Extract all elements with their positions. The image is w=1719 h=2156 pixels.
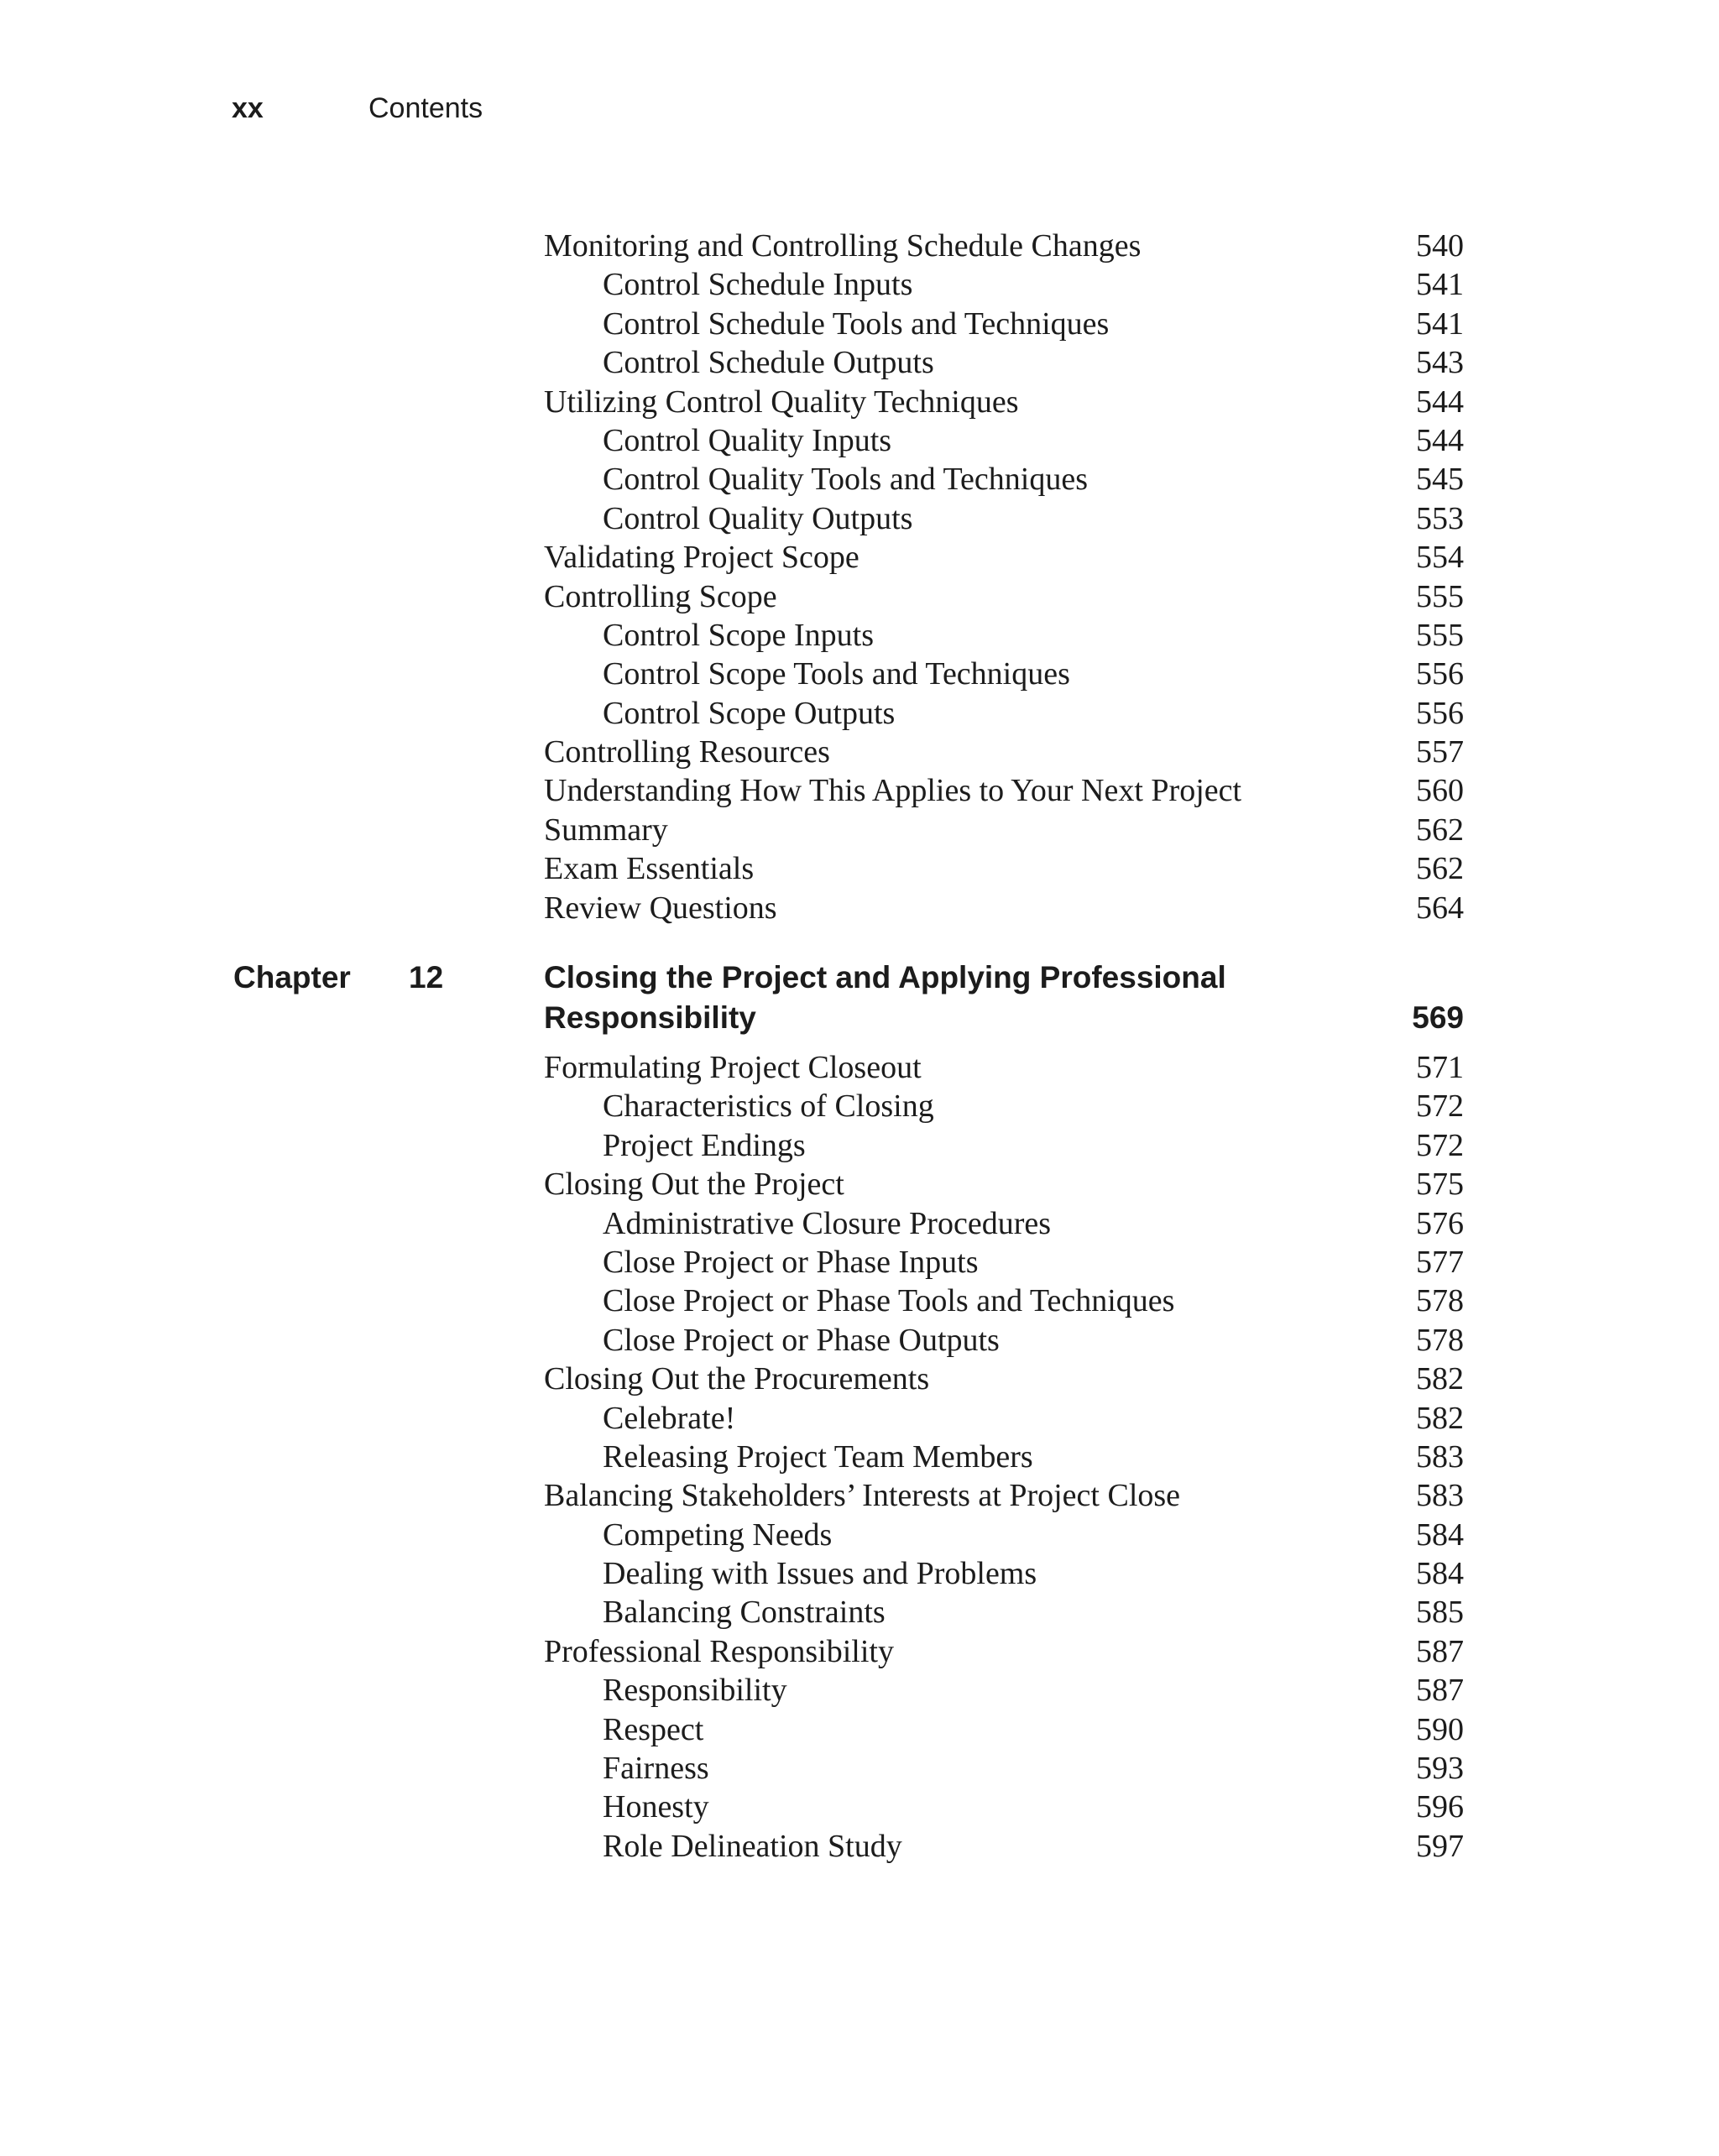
toc-entry-title: Control Quality Outputs <box>603 500 913 536</box>
toc-subentry[interactable] <box>544 265 1464 304</box>
toc-entry-title: Professional Responsibility <box>544 1633 894 1669</box>
toc-subentry[interactable] <box>544 1204 1464 1243</box>
toc-subentry[interactable] <box>544 1321 1464 1360</box>
toc-entry-title: Role Delineation Study <box>603 1828 902 1864</box>
toc-entry-page: 554 <box>1416 540 1464 576</box>
toc-list-chapter-12 <box>544 1048 1464 1866</box>
toc-entry-page: 587 <box>1416 1673 1464 1709</box>
toc-entry-title: Control Schedule Outputs <box>603 345 934 381</box>
toc-entry[interactable] <box>544 1360 1464 1398</box>
toc-subentry[interactable] <box>544 1282 1464 1320</box>
toc-entry[interactable] <box>544 811 1464 849</box>
toc-entry-page: 584 <box>1416 1556 1464 1592</box>
toc-entry-title: Control Schedule Inputs <box>603 267 913 303</box>
toc-entry-page: 562 <box>1416 851 1464 887</box>
toc-entry-page: 577 <box>1416 1244 1464 1280</box>
toc-entry-title: Fairness <box>603 1751 709 1787</box>
toc-entry-page: 578 <box>1416 1283 1464 1319</box>
toc-subentry[interactable] <box>544 343 1464 382</box>
toc-entry[interactable] <box>544 538 1464 577</box>
toc-subentry[interactable] <box>544 1788 1464 1826</box>
toc-subentry[interactable] <box>544 305 1464 343</box>
toc-entry[interactable] <box>544 383 1464 421</box>
toc-entry-page: 585 <box>1416 1595 1464 1631</box>
toc-entry-title: Close Project or Phase Inputs <box>603 1244 979 1280</box>
toc-entry-title: Administrative Closure Procedures <box>603 1205 1052 1241</box>
section-title: Contents <box>368 92 483 124</box>
toc-entry-page: 578 <box>1416 1322 1464 1358</box>
toc-entry-page: 557 <box>1416 734 1464 770</box>
toc-entry-title: Review Questions <box>544 890 777 926</box>
toc-subentry[interactable] <box>544 1671 1464 1710</box>
toc-entry-page: 590 <box>1416 1711 1464 1747</box>
toc-entry-title: Balancing Constraints <box>603 1595 886 1631</box>
running-head <box>232 87 483 129</box>
toc-subentry[interactable] <box>544 1243 1464 1282</box>
chapter-page-number: 569 <box>1412 1000 1464 1035</box>
toc-entry-title: Control Quality Tools and Techniques <box>603 462 1088 498</box>
toc-entry[interactable] <box>544 1476 1464 1515</box>
toc-subentry[interactable] <box>544 616 1464 655</box>
toc-entry-page: 564 <box>1416 890 1464 926</box>
toc-entry-title: Summary <box>544 812 668 848</box>
toc-entry[interactable] <box>544 1632 1464 1671</box>
toc-entry-page: 572 <box>1416 1088 1464 1125</box>
toc-entry[interactable] <box>544 849 1464 888</box>
toc-entry-page: 571 <box>1416 1050 1464 1085</box>
chapter-heading[interactable] <box>0 958 1464 1038</box>
toc-entry-page: 596 <box>1416 1789 1464 1825</box>
toc-entry-title: Control Scope Outputs <box>603 695 896 731</box>
toc-entry-title: Formulating Project Closeout <box>544 1050 922 1085</box>
toc-list-before-chapter <box>544 227 1464 927</box>
toc-entry-title: Control Scope Tools and Techniques <box>603 656 1070 692</box>
toc-subentry[interactable] <box>544 1516 1464 1554</box>
toc-entry[interactable] <box>544 577 1464 616</box>
toc-entry-page: 582 <box>1416 1361 1464 1397</box>
toc-entry-page: 583 <box>1416 1478 1464 1514</box>
toc-subentry[interactable] <box>544 499 1464 538</box>
toc-entry-page: 593 <box>1416 1751 1464 1787</box>
toc-subentry[interactable] <box>544 1827 1464 1866</box>
toc-entry-page: 543 <box>1416 345 1464 381</box>
toc-subentry[interactable] <box>544 1087 1464 1125</box>
toc-entry-title: Closing Out the Procurements <box>544 1361 930 1397</box>
toc-subentry[interactable] <box>544 1593 1464 1631</box>
toc-entry-title: Celebrate! <box>603 1400 736 1436</box>
toc-entry-page: 560 <box>1416 773 1464 809</box>
toc-subentry[interactable] <box>544 1554 1464 1593</box>
toc-entry[interactable] <box>544 1048 1464 1087</box>
toc-subentry[interactable] <box>544 1438 1464 1476</box>
toc-entry-title: Exam Essentials <box>544 851 755 887</box>
toc-entry-page: 541 <box>1416 267 1464 303</box>
toc-entry-title: Releasing Project Team Members <box>603 1438 1033 1475</box>
toc-entry-page: 553 <box>1416 500 1464 536</box>
toc-entry[interactable] <box>544 1165 1464 1203</box>
toc-subentry[interactable] <box>544 1749 1464 1788</box>
toc-entry-title: Validating Project Scope <box>544 540 860 576</box>
toc-entry-page: 555 <box>1416 617 1464 653</box>
toc-entry-title: Responsibility <box>603 1673 787 1709</box>
toc-entry-page: 583 <box>1416 1438 1464 1475</box>
toc-entry-page: 541 <box>1416 305 1464 342</box>
toc-entry-page: 575 <box>1416 1167 1464 1203</box>
toc-subentry[interactable] <box>544 694 1464 733</box>
toc-entry-title: Monitoring and Controlling Schedule Changes <box>544 228 1142 264</box>
toc-subentry[interactable] <box>544 1126 1464 1165</box>
toc-entry-title: Close Project or Phase Tools and Techniques <box>603 1283 1175 1319</box>
toc-subentry[interactable] <box>544 1399 1464 1438</box>
toc-entry-title: Balancing Stakeholders’ Interests at Project Close <box>544 1478 1181 1514</box>
toc-entry-title: Respect <box>603 1711 704 1747</box>
toc-entry-title: Utilizing Control Quality Techniques <box>544 384 1019 420</box>
toc-entry-page: 572 <box>1416 1127 1464 1163</box>
toc-entry-page: 544 <box>1416 422 1464 458</box>
toc-entry-title: Control Quality Inputs <box>603 422 892 458</box>
chapter-label: Chapter <box>233 960 351 994</box>
toc-entry-title: Characteristics of Closing <box>603 1088 934 1125</box>
toc-entry-title: Control Schedule Tools and Techniques <box>603 305 1110 342</box>
toc-entry-page: 540 <box>1416 228 1464 264</box>
toc-entry-title: Honesty <box>603 1789 709 1825</box>
toc-entry-title: Competing Needs <box>603 1517 833 1553</box>
toc-subentry[interactable] <box>544 1710 1464 1749</box>
toc-entry-page: 556 <box>1416 656 1464 692</box>
toc-entry-page: 545 <box>1416 462 1464 498</box>
toc-entry-page: 544 <box>1416 384 1464 420</box>
toc-subentry[interactable] <box>544 421 1464 460</box>
toc-subentry[interactable] <box>544 460 1464 499</box>
toc-subentry[interactable] <box>544 655 1464 693</box>
toc-entry-title: Understanding How This Applies to Your Next Project <box>544 773 1242 809</box>
toc-entry-page: 576 <box>1416 1205 1464 1241</box>
toc-entry-title: Project Endings <box>603 1127 806 1163</box>
toc-entry[interactable] <box>544 889 1464 927</box>
toc-entry[interactable] <box>544 771 1464 810</box>
toc-entry[interactable] <box>544 227 1464 265</box>
page-number: xx <box>232 92 264 124</box>
toc-entry[interactable] <box>544 733 1464 771</box>
toc-entry-page: 582 <box>1416 1400 1464 1436</box>
toc-entry-title: Controlling Scope <box>544 578 777 614</box>
toc-entry-title: Close Project or Phase Outputs <box>603 1322 1000 1358</box>
toc-entry-title: Control Scope Inputs <box>603 617 874 653</box>
toc-entry-page: 597 <box>1416 1828 1464 1864</box>
toc-entry-page: 584 <box>1416 1517 1464 1553</box>
chapter-title: Closing the Project and Applying Professional Responsibility <box>544 960 1226 1035</box>
toc-entry-page: 562 <box>1416 812 1464 848</box>
toc-entry-page: 587 <box>1416 1633 1464 1669</box>
toc-entry-page: 556 <box>1416 695 1464 731</box>
toc-entry-page: 555 <box>1416 578 1464 614</box>
chapter-number: 12 <box>409 960 444 994</box>
toc-entry-title: Dealing with Issues and Problems <box>603 1556 1037 1592</box>
toc-entry-title: Closing Out the Project <box>544 1167 844 1203</box>
toc-entry-title: Controlling Resources <box>544 734 830 770</box>
